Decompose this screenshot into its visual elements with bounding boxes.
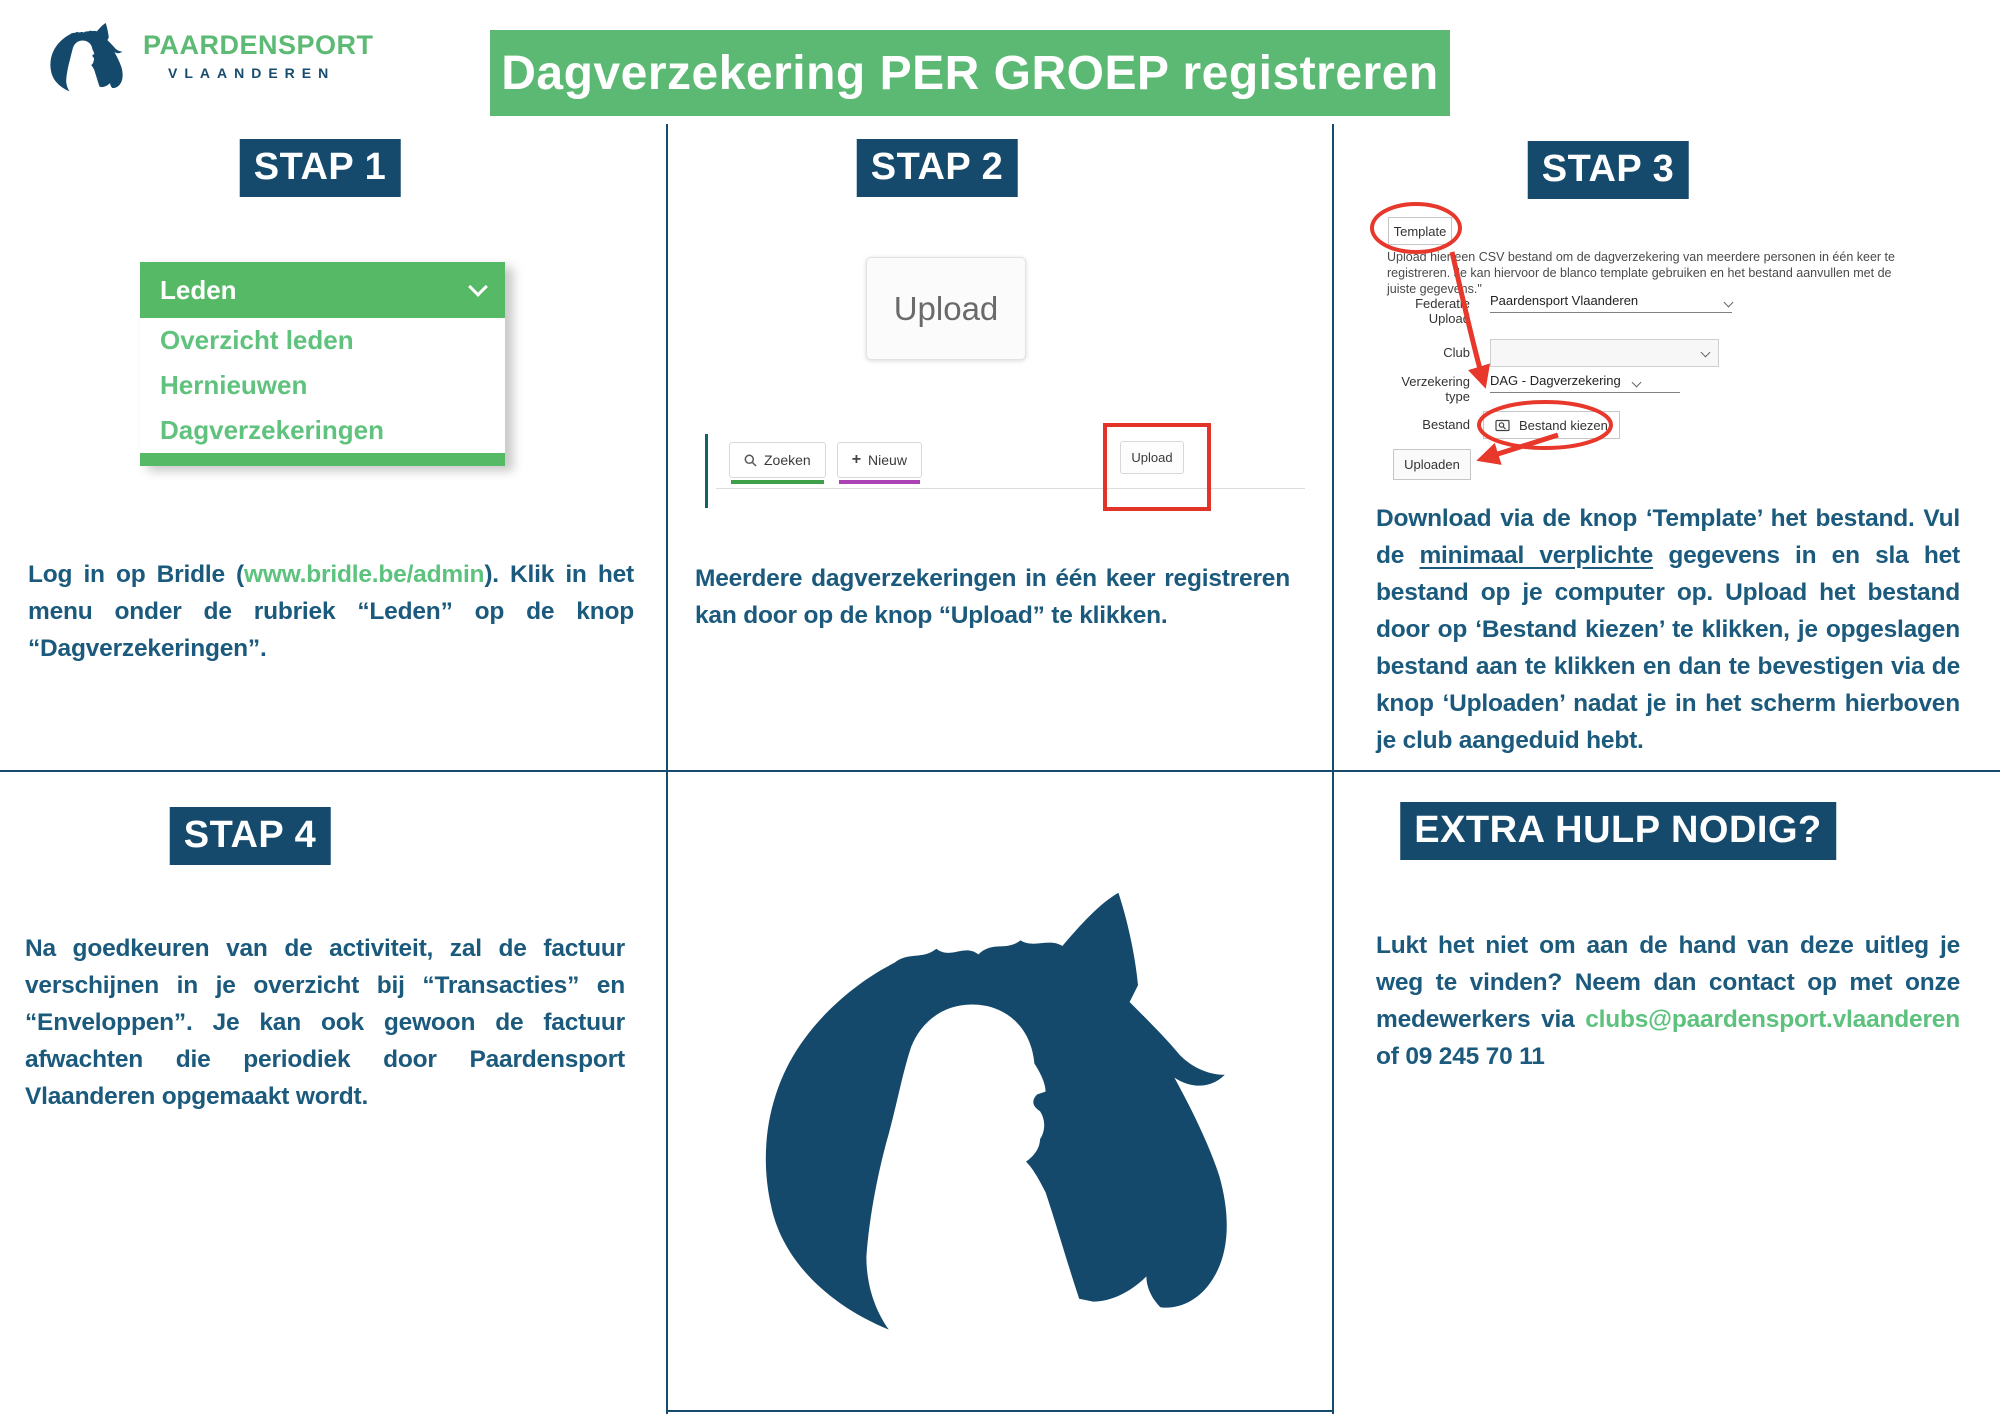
upload-form-screenshot (1360, 195, 1980, 507)
divider-horizontal (0, 770, 2000, 772)
stap1-text-end: ). Klik in het menu onder de rubriek “Leden” op de knop “Dagverzekeringen”. (28, 561, 634, 662)
plus-icon: + (851, 451, 862, 468)
federatie-select[interactable] (1490, 293, 1732, 313)
federatie-label (1380, 296, 1470, 326)
menu-item-dagverzekeringen[interactable] (140, 408, 505, 453)
stap2-heading: STAP 2 (857, 139, 1018, 197)
bridle-toolbar-screenshot (705, 432, 1305, 510)
bestand-kiezen-label: Bestand kiezen (1519, 417, 1608, 433)
search-icon (744, 454, 757, 467)
menu-item-hernieuwen[interactable] (140, 363, 505, 408)
extra-help-description (1376, 927, 1960, 1075)
brand-wordmark (143, 30, 374, 81)
menu-item-label: Hernieuwen (160, 370, 308, 400)
divider-vertical-2 (1332, 124, 1334, 1414)
menu-leden-label: Leden (160, 274, 237, 305)
file-search-icon (1495, 419, 1511, 432)
chevron-down-icon (1701, 347, 1711, 357)
brand-logo (45, 16, 374, 95)
extra-text-end: of 09 245 70 11 (1376, 1043, 1545, 1070)
federatie-label-line1: Federatie (1415, 296, 1470, 311)
nieuw-button[interactable] (837, 442, 922, 478)
upload-button-large[interactable]: Upload (866, 257, 1026, 360)
uploaden-button[interactable]: Uploaden (1393, 449, 1471, 480)
zoeken-label: Zoeken (764, 452, 811, 468)
toolbar-accent-bar (705, 434, 708, 508)
stap3-heading: STAP 3 (1528, 141, 1689, 199)
bridle-admin-link: www.bridle.be/admin (244, 561, 485, 588)
menu-item-overzicht-leden[interactable] (140, 318, 505, 363)
stap4-heading: STAP 4 (170, 807, 331, 865)
stap3-description (1376, 500, 1960, 759)
stap3-text: Download via de knop ‘Template’ het bestand. Vul de (1376, 505, 1960, 569)
stap3-text-end: gegevens in en sla het bestand op je computer op. Upload het bestand door op ‘Bestand kiezen’ te klikken, je opgeslagen bestand aan te klikken en dan te bevestigen via de knop ‘Uploaden’ nadat je in het scherm hierboven je club aangeduid hebt. (1376, 542, 1960, 754)
verzekering-value: DAG - Dagverzekering (1490, 373, 1621, 388)
contact-email: clubs@paardensport.vlaanderen (1585, 1006, 1960, 1033)
stap4-description: Na goedkeuren van de activiteit, zal de factuur verschijnen in je overzicht bij “Transacties” en “Enveloppen”. Je kan ook gewoon de factuur afwachten die periodiek door Paardensport Vlaanderen opgemaakt wordt. (25, 935, 625, 1110)
stap1-description (28, 556, 634, 667)
verzekering-label-line1: Verzekering (1401, 374, 1470, 389)
stap3-text-underlined: minimaal verplichte (1419, 542, 1654, 569)
upload-form-description: Upload hier een CSV bestand om de dagverzekering van meerdere personen in één keer te registreren. Je kan hiervoor de blanco template gebruiken en het bestand aanvullen met de juiste gegevens." (1387, 250, 1895, 296)
horse-rider-logo-large (732, 848, 1292, 1352)
page-title: Dagverzekering PER GROEP registreren (490, 30, 1450, 116)
bestand-label: Bestand (1422, 417, 1470, 432)
toolbar (716, 432, 1305, 489)
verzekering-type-select[interactable] (1490, 373, 1680, 393)
menu-footer-bar (140, 453, 505, 466)
menu-item-label: Overzicht leden (160, 325, 354, 355)
club-select[interactable] (1490, 339, 1719, 367)
stap1-heading: STAP 1 (240, 139, 401, 197)
bridle-menu-screenshot (140, 262, 505, 466)
upload-button-toolbar[interactable]: Upload (1120, 441, 1184, 474)
chevron-down-icon (1724, 298, 1734, 308)
divider-bottom (666, 1410, 1334, 1412)
zoeken-button[interactable] (729, 442, 826, 478)
nieuw-label: Nieuw (868, 452, 907, 468)
club-label: Club (1443, 345, 1470, 360)
verzekering-label-line2: type (1445, 389, 1470, 404)
menu-item-leden[interactable] (140, 262, 505, 318)
template-button[interactable]: Template (1388, 217, 1452, 245)
horse-rider-logo-icon (45, 16, 133, 95)
chevron-down-icon (1631, 378, 1641, 388)
verzekering-type-label (1380, 374, 1470, 404)
divider-vertical-1 (666, 124, 668, 1414)
federatie-value: Paardensport Vlaanderen (1490, 293, 1639, 308)
brand-name: PAARDENSPORT (143, 30, 374, 60)
federatie-label-line2: Upload (1428, 311, 1470, 326)
extra-help-heading: EXTRA HULP NODIG? (1400, 802, 1836, 860)
chevron-down-icon (468, 277, 488, 297)
stap1-text: Log in op Bridle ( (28, 561, 244, 588)
menu-item-label: Dagverzekeringen (160, 415, 384, 445)
bestand-kiezen-button[interactable] (1483, 411, 1620, 439)
red-highlight-box (1103, 423, 1211, 511)
brand-region: VLAANDEREN (168, 65, 336, 81)
extra-text: Lukt het niet om aan de hand van deze uitleg je weg te vinden? Neem dan contact op met onze medewerkers via (1376, 932, 1960, 1033)
stap2-description: Meerdere dagverzekeringen in één keer registreren kan door op de knop “Upload” te klikken. (695, 565, 1290, 629)
